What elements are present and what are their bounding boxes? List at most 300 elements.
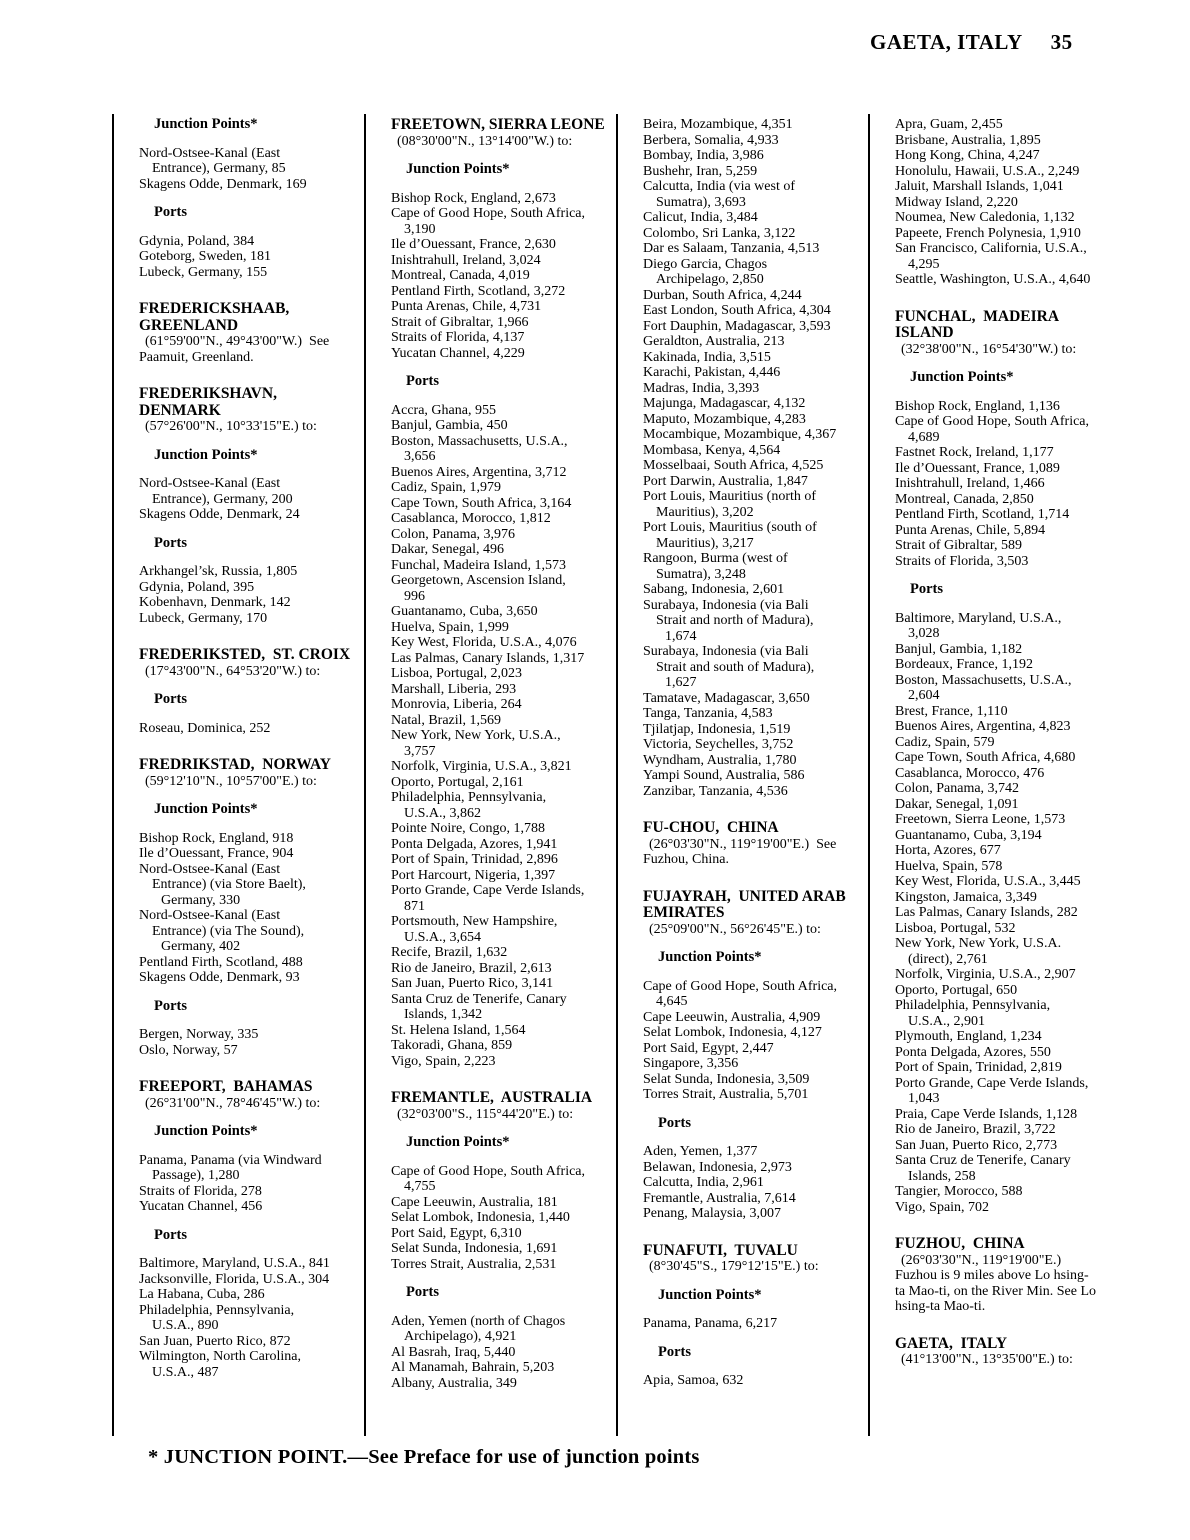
distance-entry (895, 812, 1164, 828)
distance-entry (895, 657, 1164, 673)
distance-entry (391, 1210, 612, 1226)
text-line: Cape Town, South Africa, 4,680 (895, 750, 1076, 765)
distance-entry (895, 967, 1164, 983)
distance-entry (391, 237, 612, 253)
distance-entry (643, 768, 864, 784)
text-line: Nord-Ostsee-Kanal (East (139, 861, 281, 877)
text-line: Pentland Firth, Scotland, 488 (139, 954, 303, 970)
distance-entry (895, 828, 1164, 844)
distance-entry (895, 611, 1164, 642)
coordinates-line (643, 1259, 864, 1275)
text-line: Junction Points* (658, 949, 762, 965)
distance-entry (643, 179, 864, 210)
text-line: Lisboa, Portugal, 532 (895, 920, 1016, 936)
text-line: Colon, Panama, 3,976 (391, 526, 516, 542)
text-line: Philadelphia, Pennsylvania, (139, 1302, 295, 1318)
coordinates-line (139, 334, 360, 350)
note-text (895, 1268, 1164, 1315)
distance-entry (391, 945, 612, 961)
distance-entry (391, 837, 612, 853)
distance-entry (895, 461, 1164, 477)
text-line: East London, South Africa, 4,304 (643, 303, 831, 318)
text-line: Ports (154, 1226, 188, 1243)
distance-entry (895, 507, 1164, 523)
columns (112, 114, 1168, 1436)
port-entry-heading (895, 1236, 1164, 1253)
group-subheading (139, 117, 360, 133)
text-line: Oslo, Norway, 57 (139, 1042, 238, 1058)
text-line: U.S.A., 3,654 (404, 929, 482, 945)
distance-entry (391, 1376, 612, 1392)
text-line: Tanga, Tanzania, 4,583 (643, 706, 773, 721)
text-line: Ports (154, 997, 188, 1014)
text-line: Casablanca, Morocco, 476 (895, 765, 1045, 781)
distance-entry (643, 396, 864, 412)
text-line: Tangier, Morocco, 588 (895, 1184, 1023, 1199)
distance-entry (895, 1076, 1164, 1107)
text-line: Dakar, Senegal, 1,091 (895, 796, 1019, 812)
text-column (868, 114, 1168, 1436)
text-line: Nord-Ostsee-Kanal (East (139, 145, 281, 161)
group-subheading (643, 1288, 864, 1304)
text-line: Lubeck, Germany, 170 (139, 610, 268, 626)
text-line: Skagens Odde, Denmark, 169 (139, 176, 307, 192)
distance-entry (391, 697, 612, 713)
text-line: (57°26'00"N., 10°33'15"E.) to: (145, 419, 317, 434)
port-entry-heading (139, 301, 360, 334)
text-line: FUJAYRAH, UNITED ARAB (643, 887, 846, 905)
text-line: Santa Cruz de Tenerife, Canary (895, 1153, 1071, 1168)
text-line: Guantanamo, Cuba, 3,650 (391, 604, 538, 619)
distance-entry (139, 721, 360, 737)
text-line: Ports (406, 373, 440, 389)
text-line: (26°03'30"N., 119°19'00"E.) See (649, 836, 837, 852)
text-line: Porto Grande, Cape Verde Islands, (391, 883, 585, 898)
distance-entry (643, 598, 864, 645)
text-line: San Juan, Puerto Rico, 872 (139, 1333, 291, 1349)
distance-entry (391, 268, 612, 284)
text-line: Praia, Cape Verde Islands, 1,128 (895, 1106, 1078, 1122)
text-line: Strait of Gibraltar, 1,966 (391, 314, 529, 330)
distance-entry (643, 443, 864, 459)
distance-entry (139, 1272, 360, 1288)
port-entry-heading (643, 820, 864, 837)
distance-entry (391, 961, 612, 977)
port-entry-heading (895, 1336, 1164, 1353)
text-line: Casablanca, Morocco, 1,812 (391, 511, 551, 526)
text-line: Germany, 402 (161, 939, 241, 954)
port-entry-heading (139, 1079, 360, 1096)
distance-entry (895, 210, 1164, 226)
distance-entry (895, 195, 1164, 211)
text-line: 4,689 (908, 429, 940, 445)
distance-entry (643, 1010, 864, 1026)
distance-entry (391, 1241, 612, 1257)
distance-entry (895, 399, 1164, 415)
distance-entry (391, 1314, 612, 1345)
text-line: Accra, Ghana, 955 (391, 402, 496, 418)
text-line: Skagens Odde, Denmark, 93 (139, 970, 300, 985)
distance-entry (391, 1345, 612, 1361)
coordinates-line (139, 664, 360, 680)
text-line: ISLAND (895, 324, 954, 341)
distance-entry (391, 330, 612, 346)
port-entry-heading (139, 647, 360, 664)
text-line: Straits of Florida, 3,503 (895, 553, 1029, 569)
text-line: Freetown, Sierra Leone, 1,573 (895, 812, 1066, 827)
distance-entry (643, 551, 864, 582)
group-subheading (643, 1345, 864, 1361)
text-line: Rio de Janeiro, Brazil, 3,722 (895, 1122, 1056, 1137)
text-line: Sumatra), 3,693 (656, 194, 746, 210)
distance-entry (895, 921, 1164, 937)
group-subheading (139, 205, 360, 221)
coordinates-line (895, 1352, 1164, 1368)
text-line: (17°43'00"N., 64°53'20"W.) to: (145, 663, 321, 679)
distance-entry (643, 133, 864, 149)
coordinates-line (895, 342, 1164, 358)
distance-entry (643, 319, 864, 335)
text-line: 3,190 (404, 221, 436, 237)
distance-entry (895, 1153, 1164, 1184)
distance-entry (139, 1256, 360, 1272)
distance-entry (139, 908, 360, 955)
text-line: Cape of Good Hope, South Africa, (895, 414, 1090, 429)
text-line: Montreal, Canada, 4,019 (391, 268, 530, 283)
text-line: Ports (658, 1343, 692, 1360)
text-line: Ports (406, 1284, 440, 1300)
text-line: Norfolk, Virginia, U.S.A., 3,821 (391, 759, 572, 774)
text-line: Entrance) (via The Sound), (152, 923, 305, 939)
distance-entry (139, 580, 360, 596)
distance-entry (895, 750, 1164, 766)
distance-entry (643, 706, 864, 722)
text-line: Lisboa, Portugal, 2,023 (391, 666, 523, 681)
distance-entry (139, 1334, 360, 1350)
text-line: Cape Leeuwin, Australia, 181 (391, 1194, 558, 1210)
text-line: Bishop Rock, England, 1,136 (895, 398, 1060, 414)
distance-entry (643, 582, 864, 598)
text-line: Noumea, New Caledonia, 1,132 (895, 210, 1075, 225)
text-line: Pentland Firth, Scotland, 3,272 (391, 283, 566, 299)
text-line: 2,604 (908, 688, 940, 703)
coordinates-line (643, 837, 864, 853)
distance-entry (643, 257, 864, 288)
text-line: Brest, France, 1,110 (895, 703, 1008, 719)
text-line: Philadelphia, Pennsylvania, (391, 790, 547, 805)
distance-entry (391, 434, 612, 465)
text-line: Maputo, Mozambique, 4,283 (643, 411, 806, 427)
text-line: Jaluit, Marshall Islands, 1,041 (895, 179, 1064, 194)
text-line: Rangoon, Burma (west of (643, 551, 788, 566)
text-line: FREDERIKSTED, ST. CROIX (139, 646, 351, 663)
text-line: 1,043 (908, 1091, 940, 1106)
distance-entry (391, 1038, 612, 1054)
text-line: Cape Town, South Africa, 3,164 (391, 495, 572, 511)
distance-entry (139, 862, 360, 909)
text-line: Ports (154, 691, 188, 707)
text-line: Islands, 1,342 (404, 1007, 483, 1022)
page-number: 35 (1050, 30, 1073, 54)
distance-entry (391, 914, 612, 945)
distance-entry (139, 507, 360, 523)
distance-entry (391, 299, 612, 315)
distance-entry (895, 492, 1164, 508)
text-line: (8°30'45"S., 179°12'15"E.) to: (649, 1259, 819, 1274)
text-line: Colon, Panama, 3,742 (895, 781, 1020, 796)
text-line: Gdynia, Poland, 395 (139, 579, 255, 595)
text-line: Punta Arenas, Chile, 4,731 (391, 299, 542, 314)
distance-entry (643, 691, 864, 707)
text-line: Key West, Florida, U.S.A., 4,076 (391, 635, 577, 650)
distance-entry (643, 210, 864, 226)
distance-entry (643, 1072, 864, 1088)
text-line: Fastnet Rock, Ireland, 1,177 (895, 445, 1054, 460)
text-line: Karachi, Pakistan, 4,446 (643, 365, 781, 380)
distance-entry (895, 1122, 1164, 1138)
distance-entry (391, 1257, 612, 1273)
text-line: Norfolk, Virginia, U.S.A., 2,907 (895, 967, 1076, 982)
distance-entry (391, 651, 612, 667)
text-line: Bishop Rock, England, 2,673 (391, 190, 556, 206)
text-line: Selat Lombok, Indonesia, 1,440 (391, 1210, 570, 1225)
text-line: Porto Grande, Cape Verde Islands, (895, 1075, 1089, 1091)
distance-entry (895, 1060, 1164, 1076)
distance-entry (895, 936, 1164, 967)
text-line: GAETA, ITALY (895, 1334, 1008, 1352)
text-line: (25°09'00"N., 56°26'45"E.) to: (649, 921, 821, 937)
text-line: Mosselbaai, South Africa, 4,525 (643, 458, 824, 473)
distance-entry (895, 414, 1164, 445)
distance-entry (643, 753, 864, 769)
text-line: Selat Sunda, Indonesia, 1,691 (391, 1241, 558, 1256)
distance-entry (643, 737, 864, 753)
text-line: Calicut, India, 3,484 (643, 210, 758, 225)
distance-entry (643, 1160, 864, 1176)
distance-entry (391, 775, 612, 791)
group-subheading (643, 1116, 864, 1132)
text-line: Wilmington, North Carolina, (139, 1349, 301, 1364)
distance-entry (391, 253, 612, 269)
text-line: Strait of Gibraltar, 589 (895, 538, 1022, 553)
distance-entry (391, 558, 612, 574)
running-title: GAETA, ITALY (870, 30, 1023, 54)
text-line: Calcutta, India, 2,961 (643, 1175, 764, 1190)
text-line: La Habana, Cuba, 286 (139, 1287, 265, 1302)
coordinates-line (139, 774, 360, 790)
text-line: Lubeck, Germany, 155 (139, 264, 268, 280)
distance-entry (139, 611, 360, 627)
distance-entry (643, 722, 864, 738)
distance-entry (895, 735, 1164, 751)
text-line: U.S.A., 890 (152, 1318, 219, 1333)
text-line: Kingston, Jamaica, 3,349 (895, 889, 1037, 905)
text-line: Mocambique, Mozambique, 4,367 (643, 427, 837, 442)
coordinates-line (139, 419, 360, 435)
distance-entry (391, 480, 612, 496)
text-line: (26°03'30"N., 119°19'00"E.) (901, 1252, 1062, 1268)
distance-entry (139, 1199, 360, 1215)
text-line: Port of Spain, Trinidad, 2,819 (895, 1060, 1062, 1075)
text-line: Key West, Florida, U.S.A., 3,445 (895, 874, 1081, 889)
text-line: Calcutta, India (via west of (643, 179, 796, 194)
group-subheading (391, 1135, 612, 1151)
distance-entry (391, 728, 612, 759)
text-line: Yampi Sound, Australia, 586 (643, 768, 805, 783)
text-line: Kobenhavn, Denmark, 142 (139, 595, 291, 610)
text-line: Gdynia, Poland, 384 (139, 233, 255, 249)
text-line: Georgetown, Ascension Island, (391, 573, 566, 588)
text-line: FREETOWN, SIERRA LEONE (391, 116, 605, 133)
distance-entry (643, 474, 864, 490)
text-line: Sabang, Indonesia, 2,601 (643, 582, 785, 597)
distance-entry (643, 784, 864, 800)
text-line: Majunga, Madagascar, 4,132 (643, 396, 806, 411)
distance-entry (391, 992, 612, 1023)
distance-entry (391, 713, 612, 729)
page-header (870, 30, 1110, 55)
text-line: Baltimore, Maryland, U.S.A., 841 (139, 1256, 330, 1271)
text-line: St. Helena Island, 1,564 (391, 1022, 526, 1038)
text-line: Colombo, Sri Lanka, 3,122 (643, 225, 796, 241)
text-line: Durban, South Africa, 4,244 (643, 287, 802, 303)
port-entry-heading (643, 1243, 864, 1260)
text-line: Junction Points* (406, 161, 510, 177)
text-line: (direct), 2,761 (908, 951, 988, 967)
text-line: Port Louis, Mauritius (south of (643, 520, 817, 535)
distance-entry (643, 1144, 864, 1160)
text-line: Fremantle, Australia, 7,614 (643, 1190, 796, 1206)
text-line: Natal, Brazil, 1,569 (391, 712, 502, 728)
distance-entry (139, 1184, 360, 1200)
text-line: Ponta Delgada, Azores, 550 (895, 1044, 1051, 1060)
text-line: Guantanamo, Cuba, 3,194 (895, 827, 1042, 843)
text-line: Cape Leeuwin, Australia, 4,909 (643, 1009, 821, 1025)
text-line: FREMANTLE, AUSTRALIA (391, 1089, 593, 1106)
text-line: Entrance) (via Store Baelt), (152, 877, 306, 892)
text-line: Dakar, Senegal, 496 (391, 542, 504, 557)
text-line: Bishop Rock, England, 918 (139, 830, 294, 846)
distance-entry (895, 998, 1164, 1029)
distance-entry (643, 1191, 864, 1207)
text-line: Zanzibar, Tanzania, 4,536 (643, 783, 788, 799)
text-line: Ports (658, 1114, 692, 1131)
distance-entry (139, 831, 360, 847)
text-line: (08°30'00"N., 13°14'00"W.) to: (397, 133, 573, 149)
text-line: Entrance), Germany, 85 (152, 161, 286, 176)
distance-entry (895, 1107, 1164, 1123)
text-line: Vigo, Spain, 702 (895, 1199, 990, 1215)
text-line: FU-CHOU, CHINA (643, 819, 779, 836)
distance-entry (643, 148, 864, 164)
text-line: Monrovia, Liberia, 264 (391, 697, 522, 712)
distance-entry (391, 821, 612, 837)
text-line: Strait and north of Madura), (656, 613, 814, 628)
text-line: Aden, Yemen, 1,377 (643, 1144, 758, 1159)
distance-entry (391, 315, 612, 331)
text-line: Al Manamah, Bahrain, 5,203 (391, 1360, 555, 1375)
coordinates-line (139, 1096, 360, 1112)
text-line: Germany, 330 (161, 892, 241, 908)
distance-entry (139, 234, 360, 250)
distance-entry (391, 604, 612, 620)
distance-entry (139, 955, 360, 971)
distance-entry (643, 365, 864, 381)
distance-entry (643, 412, 864, 428)
group-subheading (391, 374, 612, 390)
text-line: Ile d’Ouessant, France, 904 (139, 846, 294, 861)
distance-entry (895, 673, 1164, 704)
distance-entry (391, 496, 612, 512)
distance-entry (643, 288, 864, 304)
distance-entry (895, 1045, 1164, 1061)
text-line: Strait and south of Madura), (656, 659, 815, 675)
distance-entry (895, 179, 1164, 195)
distance-entry (643, 1056, 864, 1072)
distance-entry (643, 489, 864, 520)
text-column (616, 114, 868, 1436)
text-line: Beira, Mozambique, 4,351 (643, 117, 793, 132)
text-line: Berbera, Somalia, 4,933 (643, 132, 779, 148)
distance-entry (895, 704, 1164, 720)
distance-entry (643, 1373, 864, 1389)
text-line: Cape of Good Hope, South Africa, (391, 1163, 586, 1179)
group-subheading (139, 692, 360, 708)
group-subheading (391, 1285, 612, 1301)
text-line: U.S.A., 2,901 (908, 1013, 986, 1029)
distance-entry (895, 890, 1164, 906)
port-entry-heading (391, 117, 612, 134)
text-line: Funchal, Madeira Island, 1,573 (391, 557, 566, 573)
distance-entry (391, 527, 612, 543)
text-line: Junction Points* (154, 801, 258, 817)
text-line: Horta, Azores, 677 (895, 843, 1001, 858)
distance-entry (139, 564, 360, 580)
distance-entry (895, 1200, 1164, 1216)
text-line: Cape of Good Hope, South Africa, (391, 206, 586, 221)
text-line: FUNAFUTI, TUVALU (643, 1241, 798, 1259)
text-line: Honolulu, Hawaii, U.S.A., 2,249 (895, 163, 1080, 179)
distance-entry (643, 1087, 864, 1103)
text-line: FUZHOU, CHINA (895, 1235, 1025, 1252)
text-line: 996 (404, 588, 425, 604)
distance-entry (139, 249, 360, 265)
distance-entry (895, 554, 1164, 570)
text-line: Arkhangel’sk, Russia, 1,805 (139, 564, 298, 579)
distance-entry (895, 272, 1164, 288)
distance-entry (643, 644, 864, 691)
text-line: Torres Strait, Australia, 2,531 (391, 1256, 557, 1272)
distance-entry (139, 1043, 360, 1059)
text-line: Baltimore, Maryland, U.S.A., (895, 610, 1062, 626)
text-line: Marshall, Liberia, 293 (391, 681, 517, 697)
text-line: 3,757 (404, 743, 436, 759)
text-line: FUNCHAL, MADEIRA (895, 307, 1060, 325)
text-line: hsing-ta Mao-ti. (895, 1299, 986, 1314)
text-line: Surabaya, Indonesia (via Bali (643, 597, 809, 613)
text-line: Junction Points* (406, 1134, 510, 1150)
text-line: (59°12'10"N., 10°57'00"E.) to: (145, 773, 317, 789)
text-line: Cape of Good Hope, South Africa, (643, 978, 838, 994)
text-line: U.S.A., 487 (152, 1364, 219, 1380)
text-line: FREDERICKSHAAB, (139, 300, 290, 317)
distance-entry (643, 1175, 864, 1191)
text-line: Selat Lombok, Indonesia, 4,127 (643, 1025, 822, 1040)
distance-entry (895, 164, 1164, 180)
distance-entry (391, 666, 612, 682)
text-line: Pentland Firth, Scotland, 1,714 (895, 507, 1070, 522)
text-line: Seattle, Washington, U.S.A., 4,640 (895, 272, 1091, 287)
